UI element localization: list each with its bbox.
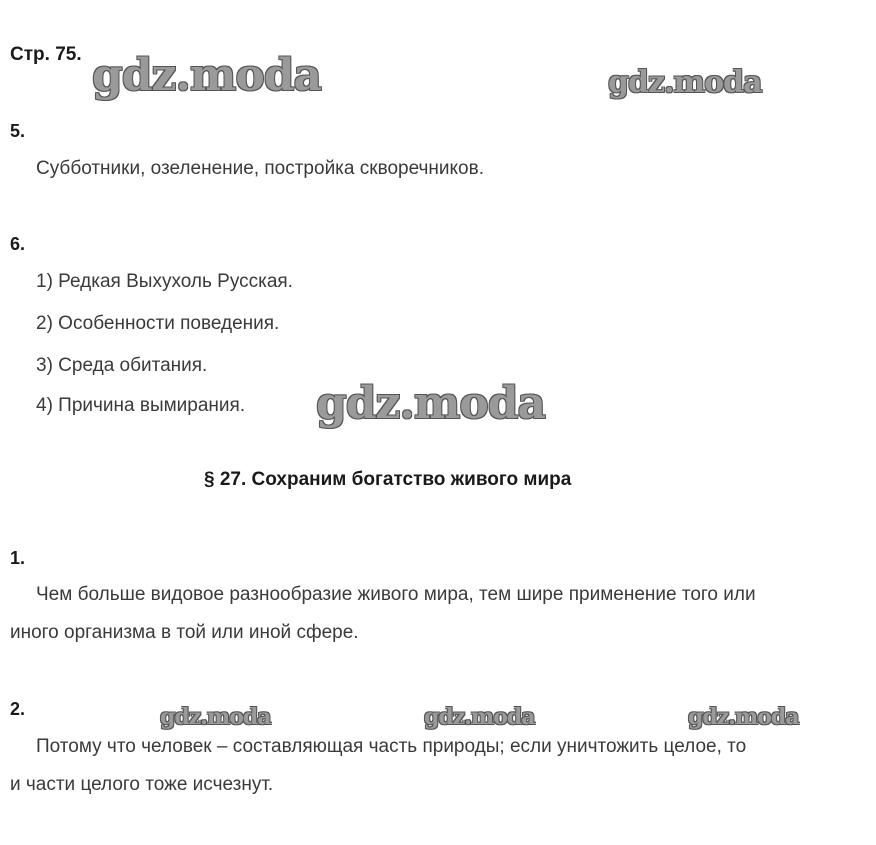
page-label: Стр. 75. <box>10 44 82 65</box>
watermark-logo: gdz.moda <box>160 704 271 730</box>
question-number: 2. <box>10 699 26 719</box>
section-heading: § 27. Сохраним богатство живого мира <box>204 469 572 490</box>
question-number: 5. <box>10 121 26 141</box>
answer-text: и части целого тоже исчезнут. <box>10 774 274 795</box>
list-item: 4) Причина вымирания. <box>36 395 246 416</box>
watermark-logo: gdz.moda <box>316 378 546 429</box>
watermark-logo: gdz.moda <box>608 65 762 100</box>
question-number: 6. <box>10 234 26 254</box>
watermark-logo: gdz.moda <box>424 704 535 730</box>
list-item: 2) Особенности поведения. <box>36 313 280 334</box>
watermark-logo: gdz.moda <box>688 704 799 730</box>
list-item: 3) Среда обитания. <box>36 355 208 376</box>
answer-text: Субботники, озеленение, постройка скворечников. <box>36 158 484 179</box>
answer-text: иного организма в той или иной сфере. <box>10 622 359 643</box>
answer-text: Потому что человек – составляющая часть природы; если уничтожить целое, то <box>36 736 747 757</box>
watermark-logo: gdz.moda <box>92 50 322 101</box>
answer-text: Чем больше видовое разнообразие живого мира, тем шире применение того или <box>36 584 756 605</box>
list-item: 1) Редкая Выхухоль Русская. <box>36 271 293 292</box>
question-number: 1. <box>10 548 26 568</box>
